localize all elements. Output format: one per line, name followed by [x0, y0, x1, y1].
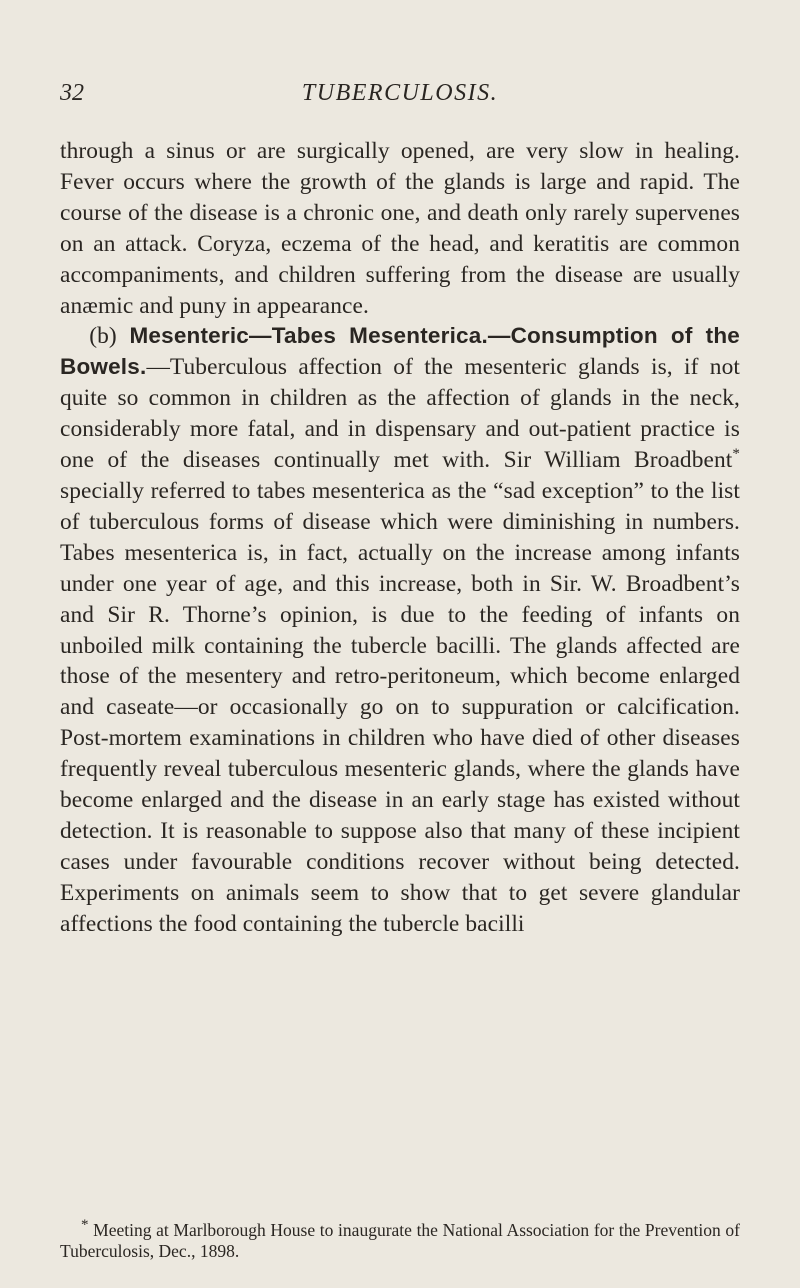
running-title: TUBERCULOSIS. — [301, 80, 499, 106]
paragraph-mesenteric — [60, 321, 740, 939]
paragraph-continuation: through a sinus or are surgically opened, are very slow in healing. Fever occurs where the growth of the glands is large and rapid. The course of the disease is a chronic one, and death only rarely supervenes on an attack. Coryza, eczema of the head, and keratitis are common accompaniments, and children suffering from the disease are usually anæmic and puny in appearance. — [60, 138, 740, 319]
footnote-text: Meeting at Marlborough House to inaugurate the National Association for the Prevention of Tuberculosis, Dec., 1898. — [60, 1220, 740, 1261]
paragraph-text-part-2: specially referred to tabes mesenterica as the “sad exception” to the list of tuberculous forms of disease which were diminishing in numbers. Tabes mesenterica is, in fact, actually on the increase among infants under one year of age, and this increase, both in Sir. W. Broadbent’s and Sir R. Thorne’s opinion, is due to the feeding of infants on unboiled milk containing the tubercle bacilli. The glands affected are those of the mesentery and retro-peritoneum, which become enlarged and caseate—or occasionally go on to suppuration or calcification. Post-mortem examinations in children who have died of other diseases frequently reveal tuberculous mesenteric glands, where the glands have become enlarged and the disease in an early stage has existed without detection. It is reasonable to suppose also that many of these incipient cases under favourable conditions recover without being detected. Experiments on animals seem to show that to get severe glandular affections the food containing the tubercle bacilli — [60, 477, 740, 937]
section-label: (b) — [89, 323, 117, 350]
paragraph-text-part-1: —Tuberculous affection of the mesenteric glands is, if not quite so common in children as the affection of glands in the neck, considerably more fatal, and in dispensary and out-patient practice is one of the diseases continually met with. Sir William Broadbent — [60, 354, 740, 474]
section-heading: Mesenteric—Tabes Mesenterica.—Consumption of the Bowels. — [60, 323, 741, 380]
footnote — [60, 1217, 740, 1262]
body-text — [60, 136, 740, 940]
page-number: 32 — [60, 80, 84, 106]
footnote-mark: * — [81, 1217, 89, 1234]
footnote-paragraph — [60, 1217, 740, 1262]
running-head — [60, 80, 740, 114]
footnote-reference-mark: * — [732, 446, 740, 463]
